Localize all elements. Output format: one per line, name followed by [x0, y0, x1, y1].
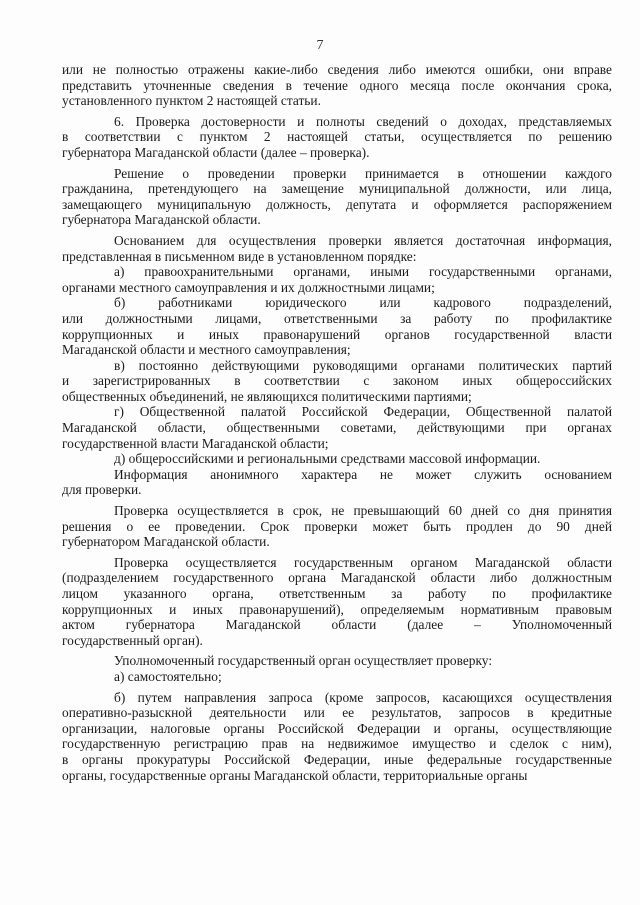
text-line: общественных объединений, не являющихся политическими партиями; — [62, 388, 472, 404]
text-line: коррупционных и иных правонарушений органов государственной власти — [62, 326, 612, 342]
text-line: Проверка осуществляется государственным органом Магаданской области — [114, 554, 612, 570]
paragraph-p15 — [62, 690, 612, 784]
text-line: Проверка осуществляется в срок, не превышающий 60 дней со дня принятия — [114, 503, 612, 519]
paragraph-p12 — [62, 555, 612, 649]
text-line: государственной власти Магаданской области; — [62, 435, 329, 451]
text-line: решения о ее проведении. Срок проверки может быть продлен до 90 дней — [62, 518, 612, 534]
text-line: б) путем направления запроса (кроме запросов, касающихся осуществления — [114, 689, 612, 705]
text-line: г) Общественной палатой Российской Федерации, Общественной палатой — [114, 404, 612, 420]
paragraph-p10 — [62, 467, 612, 498]
text-line: лицом указанного органа, ответственным за работу по профилактике — [62, 586, 612, 601]
text-line: коррупционных и иных правонарушений), определяемым нормативным правовым — [62, 601, 612, 617]
text-line: государственную регистрацию прав на недвижимое имущество и сделок с ним), — [62, 736, 612, 752]
text-line: Магаданской области и местного самоуправления; — [62, 342, 351, 358]
text-line: или должностными лицами, ответственными за работу по профилактике — [62, 310, 612, 326]
text-line: Информация анонимного характера не может служить основанием — [114, 466, 612, 482]
text-line: представленная в письменном виде в установленном порядке: — [62, 248, 417, 264]
paragraph-p2 — [62, 114, 612, 161]
text-line: и зарегистрированных в соответствии с законом иных общероссийских — [62, 373, 612, 389]
text-line: органы, государственные органы Магаданской области, территориальные органы — [62, 767, 528, 783]
paragraph-p3 — [62, 166, 612, 228]
text-line: гражданина, претендующего на замещение муниципальной должности, или лица, — [62, 181, 612, 197]
paragraph-p4 — [62, 233, 612, 264]
text-line: в соответствии с пунктом 2 настоящей статьи, осуществляется по решению — [62, 129, 612, 145]
text-line: Уполномоченный государственный орган осуществляет проверку: — [114, 653, 493, 669]
text-line: Основанием для осуществления проверки является достаточная информация, — [114, 232, 612, 248]
text-line: 6. Проверка достоверности и полноты сведений о доходах, представляемых — [114, 113, 612, 129]
text-line: Решение о проведении проверки принимается в отношении каждого — [114, 165, 612, 181]
text-line: актом губернатора Магаданской области (далее – Уполномоченный — [62, 617, 612, 633]
text-line: а) правоохранительными органами, иными государственными органами, — [114, 264, 612, 280]
text-line: б) работниками юридического или кадрового подразделений, — [114, 295, 612, 311]
paragraph-p6 — [62, 295, 612, 357]
text-line: органами местного самоуправления и их должностными лицами; — [62, 279, 435, 295]
text-line: а) самостоятельно; — [114, 668, 222, 684]
text-line: (подразделением государственного органа Магаданской области либо должностным — [62, 570, 612, 586]
text-line: или не полностью отражены какие-либо сведения либо имеются ошибки, они вправе — [62, 62, 612, 77]
text-line: замещающего муниципальную должность, депутата и оформляется распоряжением — [62, 196, 612, 212]
text-line: организации, налоговые органы Российской Федерации и органы, осуществляющие — [62, 720, 612, 736]
paragraph-p1 — [62, 62, 612, 109]
paragraph-p11 — [62, 503, 612, 550]
text-line: для проверки. — [62, 482, 142, 498]
paragraph-p14 — [62, 669, 612, 685]
text-line: представить уточненные сведения в течение одного месяца после окончания срока, — [62, 77, 612, 93]
paragraph-p9 — [62, 451, 612, 467]
paragraph-p5 — [62, 264, 612, 295]
text-line: установленного пунктом 2 настоящей статьи. — [62, 93, 321, 109]
text-line: в органы прокуратуры Российской Федерации, иные федеральные государственные — [62, 751, 612, 767]
page-number: 7 — [316, 38, 324, 53]
paragraph-p8 — [62, 404, 612, 451]
text-line: губернатора Магаданской области. — [62, 212, 261, 228]
document-body — [62, 62, 612, 783]
text-line: губернатора Магаданской области (далее – проверка). — [62, 144, 370, 160]
text-line: оперативно-разыскной деятельности или ее результатов, запросов в кредитные — [62, 705, 612, 721]
text-line: государственный орган). — [62, 632, 203, 648]
text-line: губернатором Магаданской области. — [62, 534, 270, 550]
text-line: в) постоянно действующими руководящими органами политических партий — [114, 357, 612, 373]
text-line: Магаданской области, общественными советами, действующими при органах — [62, 420, 612, 436]
text-line: д) общероссийскими и региональными средствами массовой информации. — [114, 451, 541, 467]
paragraph-p13 — [62, 653, 612, 669]
paragraph-p7 — [62, 358, 612, 405]
